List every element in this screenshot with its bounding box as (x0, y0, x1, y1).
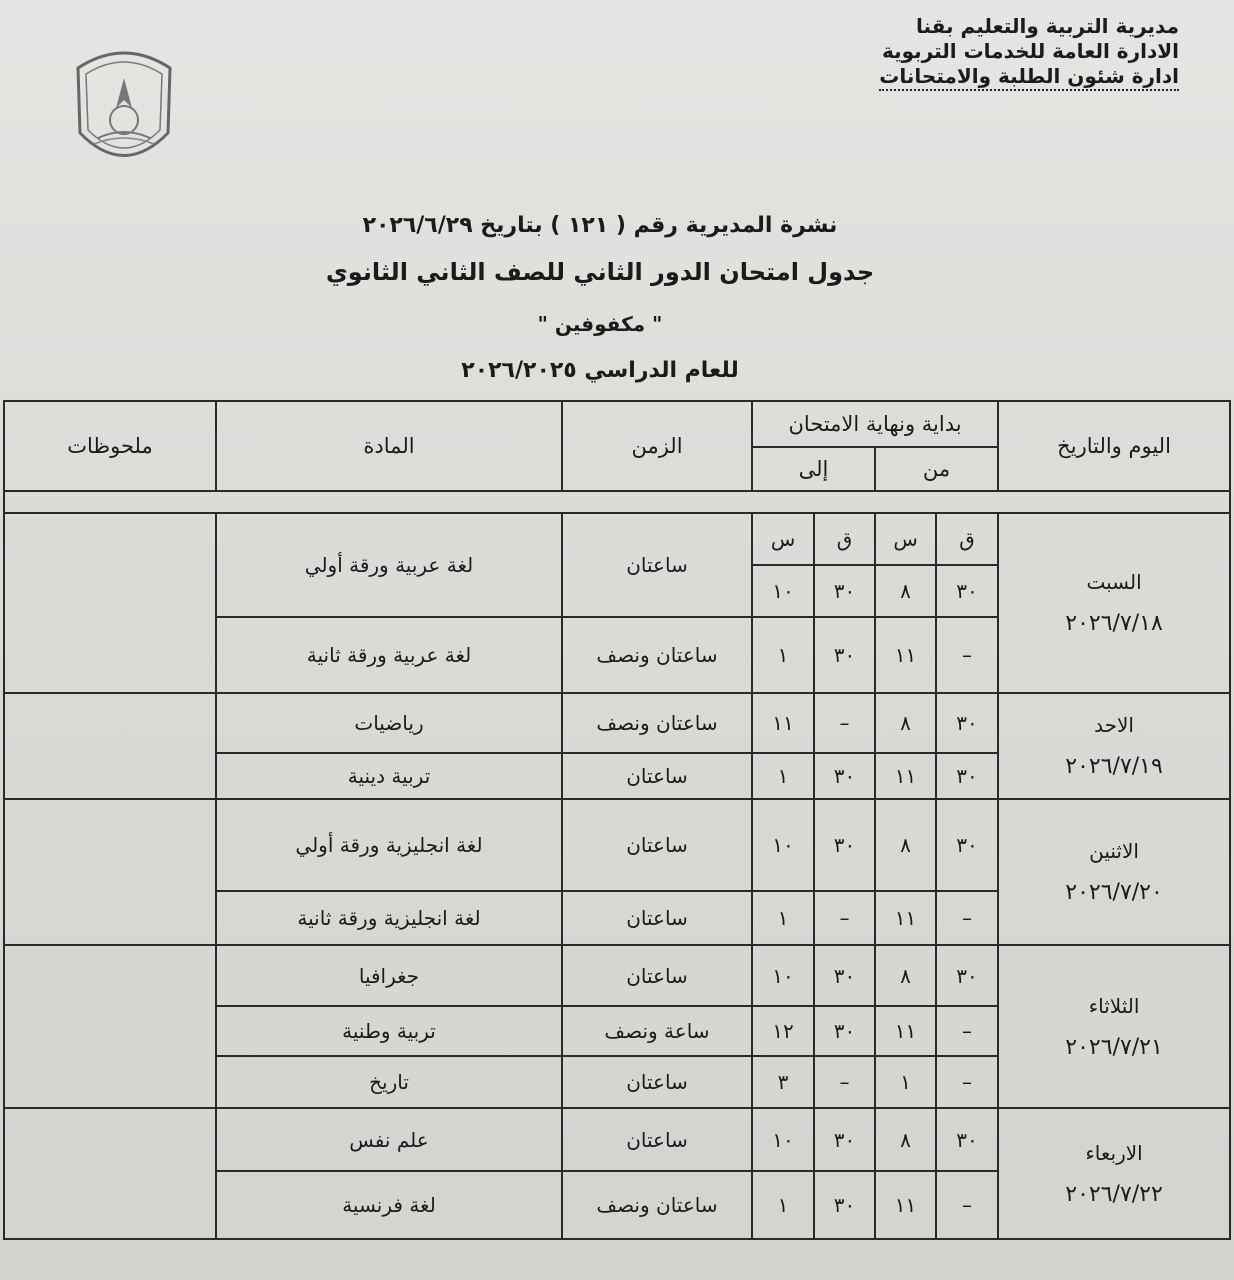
day-date: ٢٠٢٦/٧/٢٠ (1065, 879, 1163, 905)
to-hour-label: س (752, 513, 814, 565)
notes-cell (4, 513, 216, 693)
subject-cell: تربية وطنية (216, 1006, 562, 1056)
day-date: ٢٠٢٦/٧/١٩ (1065, 753, 1163, 779)
subject-cell: لغة عربية ورقة أولي (216, 513, 562, 617)
duration-cell: ساعتان (562, 1108, 752, 1171)
from-hour: ١١ (875, 753, 936, 799)
from-min: – (936, 1171, 998, 1239)
from-hour: ٨ (875, 1108, 936, 1171)
exam-schedule-table (3, 400, 1231, 1240)
ministry-seal-icon (68, 38, 180, 173)
to-hour: ١٠ (752, 1108, 814, 1171)
subject-cell: لغة فرنسية (216, 1171, 562, 1239)
to-min: ٣٠ (814, 1171, 875, 1239)
day-name: السبت (1086, 569, 1142, 594)
from-min: – (936, 617, 998, 693)
to-min: – (814, 891, 875, 945)
from-min: – (936, 1056, 998, 1108)
header-range: بداية ونهاية الامتحان (752, 401, 998, 447)
from-hour: ٨ (875, 693, 936, 753)
to-hour: ١ (752, 1171, 814, 1239)
header-line: الادارة العامة للخدمات التربوية (881, 39, 1179, 63)
to-hour: ١٢ (752, 1006, 814, 1056)
day-cell (998, 799, 1230, 946)
from-hour: ١١ (875, 891, 936, 945)
header-line: ادارة شئون الطلبة والامتحانات (879, 64, 1179, 91)
to-min: ٣٠ (814, 1006, 875, 1056)
subject-cell: علم نفس (216, 1108, 562, 1171)
header-subject: المادة (216, 401, 562, 491)
header-from: من (875, 447, 998, 491)
to-min: ٣٠ (814, 799, 875, 891)
to-min: ٣٠ (814, 1108, 875, 1171)
from-min: ٣٠ (936, 799, 998, 891)
subject-cell: لغة انجليزية ورقة أولي (216, 799, 562, 891)
header-duration: الزمن (562, 401, 752, 491)
duration-cell: ساعتان (562, 945, 752, 1006)
from-min: ٣٠ (936, 753, 998, 799)
day-date: ٢٠٢٦/٧/٢٢ (1065, 1181, 1163, 1207)
duration-cell: ساعتان (562, 513, 752, 617)
notes-cell (4, 693, 216, 798)
to-hour: ١١ (752, 693, 814, 753)
to-min: – (814, 693, 875, 753)
to-hour: ١ (752, 617, 814, 693)
from-min-label: ق (936, 513, 998, 565)
day-date: ٢٠٢٦/٧/٢١ (1065, 1034, 1163, 1060)
from-min: ٣٠ (936, 945, 998, 1006)
from-hour: ١١ (875, 617, 936, 693)
to-hour: ١٠ (752, 945, 814, 1006)
day-name: الاحد (1094, 712, 1134, 737)
subject-cell: تربية دينية (216, 753, 562, 799)
to-hour: ١ (752, 753, 814, 799)
academic-year: للعام الدراسي ٢٠٢٦/٢٠٢٥ (461, 358, 739, 383)
duration-cell: ساعتان (562, 1056, 752, 1108)
duration-cell: ساعتان ونصف (562, 1171, 752, 1239)
notes-cell (4, 945, 216, 1108)
to-min: ٣٠ (814, 565, 875, 617)
from-hour: ١ (875, 1056, 936, 1108)
to-min: ٣٠ (814, 617, 875, 693)
from-min: – (936, 1006, 998, 1056)
to-min: – (814, 1056, 875, 1108)
to-min: ٣٠ (814, 753, 875, 799)
day-cell (998, 693, 1230, 798)
notes-cell (4, 1108, 216, 1239)
day-date: ٢٠٢٦/٧/١٨ (1065, 610, 1163, 636)
duration-cell: ساعتان (562, 753, 752, 799)
from-hour: ١١ (875, 1006, 936, 1056)
to-hour: ١٠ (752, 799, 814, 891)
header-day: اليوم والتاريخ (998, 401, 1230, 491)
day-name: الثلاثاء (1088, 993, 1140, 1018)
day-name: الاربعاء (1085, 1140, 1143, 1165)
day-cell (998, 945, 1230, 1108)
from-min: ٣٠ (936, 693, 998, 753)
to-hour: ١٠ (752, 565, 814, 617)
from-hour-label: س (875, 513, 936, 565)
from-hour: ٨ (875, 945, 936, 1006)
from-min: ٣٠ (936, 565, 998, 617)
header-line: مديرية التربية والتعليم بقنا (915, 14, 1179, 38)
header-notes: ملحوظات (4, 401, 216, 491)
subject-cell: تاريخ (216, 1056, 562, 1108)
to-min: ٣٠ (814, 945, 875, 1006)
subject-cell: جغرافيا (216, 945, 562, 1006)
directorate-header (849, 14, 1179, 91)
to-hour: ١ (752, 891, 814, 945)
notes-cell (4, 799, 216, 946)
schedule-title: جدول امتحان الدور الثاني للصف الثاني الثانوي (325, 258, 875, 286)
subject-cell: رياضيات (216, 693, 562, 753)
duration-cell: ساعتان (562, 799, 752, 891)
duration-cell: ساعتان ونصف (562, 693, 752, 753)
duration-cell: ساعتان (562, 891, 752, 945)
from-min: – (936, 891, 998, 945)
from-hour: ٨ (875, 799, 936, 891)
duration-cell: ساعتان ونصف (562, 617, 752, 693)
group-subtitle: " مكفوفين " (537, 312, 663, 336)
subject-cell: لغة عربية ورقة ثانية (216, 617, 562, 693)
from-hour: ١١ (875, 1171, 936, 1239)
day-cell (998, 1108, 1230, 1239)
duration-cell: ساعة ونصف (562, 1006, 752, 1056)
to-min-label: ق (814, 513, 875, 565)
to-hour: ٣ (752, 1056, 814, 1108)
from-min: ٣٠ (936, 1108, 998, 1171)
from-hour: ٨ (875, 565, 936, 617)
subject-cell: لغة انجليزية ورقة ثانية (216, 891, 562, 945)
header-to: إلى (752, 447, 875, 491)
day-name: الاثنين (1089, 838, 1139, 863)
day-cell (998, 513, 1230, 693)
bulletin-title: نشرة المديرية رقم ( ١٢١ ) بتاريخ ٢٠٢٦/٦/٢٩ (362, 213, 838, 238)
